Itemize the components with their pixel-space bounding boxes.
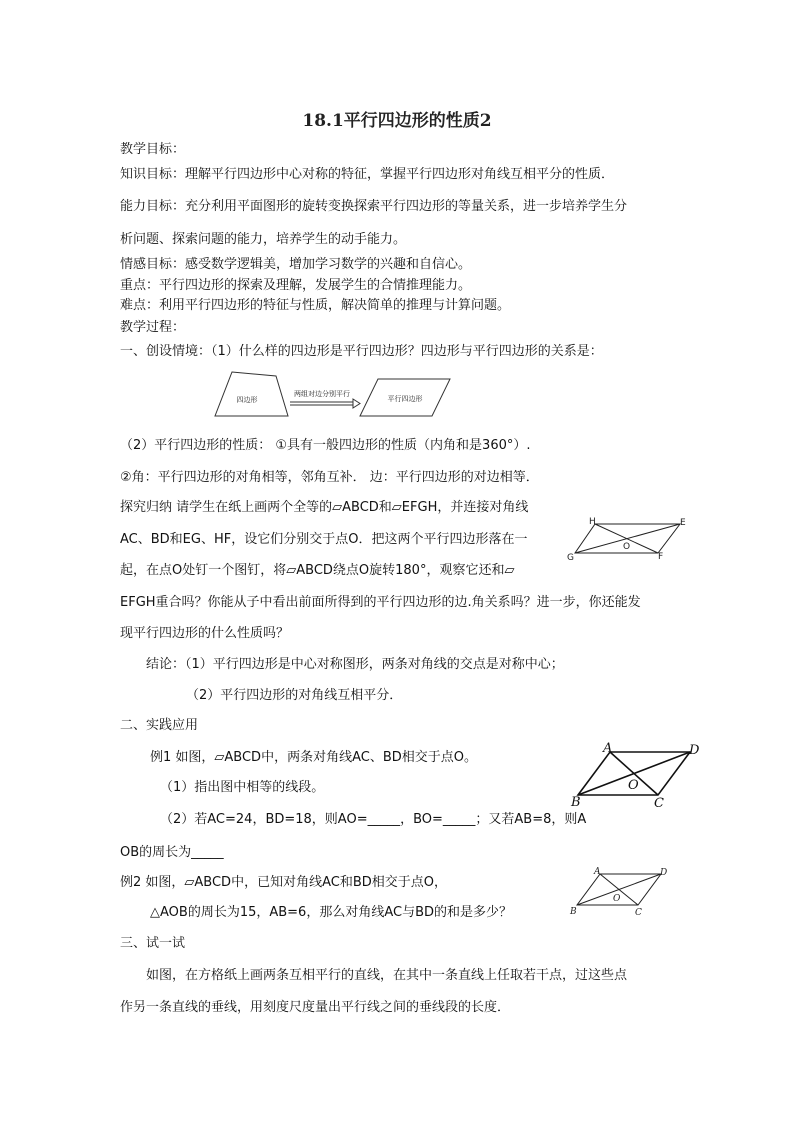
parallelogram-label: 平行四边形 [387,395,423,403]
property-intro: （2）平行四边形的性质： ①具有一般四边形的性质（内角和是360°）. [120,438,531,453]
example-2-question: △AOB的周长为15，AB=6，那么对角线AC与BD的和是多少？ [150,905,513,920]
explore-line-4: EFGH重合吗？你能从子中看出前面所得到的平行四边形的边.角关系吗？进一步，你还能发 [120,595,641,610]
quadrilateral-label: 四边形 [236,396,258,404]
process-heading: 教学过程： [120,320,186,335]
arrow-label: 两组对边分别平行 [294,390,350,398]
example-1: 例1 如图，▱ABCD中，两条对角线AC、BD相交于点O。 [150,750,477,765]
ex1-label-O: O [628,778,639,793]
key-point: 重点：平行四边形的探索及理解，发展学生的合情推理能力。 [120,278,472,293]
quadrilateral-flow-diagram [210,370,460,422]
ex1-label-C: C [654,796,664,811]
ex1-label-B: B [571,795,581,810]
ex1-label-D: D [689,743,700,758]
knowledge-goal: 知识目标：理解平行四边形中心对称的特征，掌握平行四边形对角线互相平分的性质． [120,167,615,182]
emotion-goal: 情感目标：感受数学逻辑美，增加学习数学的兴趣和自信心。 [120,257,472,272]
example-1-figure [570,740,705,810]
example-2-figure [565,862,675,920]
explore-line-5: 现平行四边形的什么性质吗？ [120,626,290,641]
label-F: F [658,552,664,562]
property-angles-sides: ②角：平行四边形的对角相等，邻角互补． 边：平行四边形的对边相等． [120,470,539,485]
section-2-heading: 二、实践应用 [120,718,199,733]
explore-line-2: AC、BD和EG、HF，设它们分别交于点O．把这两个平行四边形落在一 [120,532,528,547]
ex1-label-A: A [603,741,613,756]
ex2-label-O: O [613,894,621,904]
quadrilateral-shape [215,372,288,416]
example-1-q2-cont: OB的周长为_____ [120,845,224,860]
section-3-heading: 三、试一试 [120,936,186,951]
example-1-q1: （1）指出图中相等的线段。 [160,780,325,795]
ex2-label-A: A [594,867,601,877]
conclusion-1: 结论：（1）平行四边形是中心对称图形，两条对角线的交点是对称中心； [146,657,564,672]
label-E: E [680,518,686,528]
example-1-q2: （2）若AC=24，BD=18，则AO=_____，BO=_____；又若AB=8，则A [160,812,587,827]
ability-goal: 能力目标：充分利用平面图形的旋转变换探索平行四边形的等量关系，进一步培养学生分 [120,199,628,214]
example-2: 例2 如图，▱ABCD中，已知对角线AC和BD相交于点O， [120,875,447,890]
label-H: H [589,517,596,527]
page-title: 18.1平行四边形的性质2 [302,111,492,131]
teaching-goals-heading: 教学目标： [120,142,186,157]
arrow-head [353,399,360,408]
label-O: O [623,542,631,552]
explore-line-3: 起，在点O处钉一个图钉，将▱ABCD绕点O旋转180°，观察它还和▱ [120,563,515,578]
try-it-line-1: 如图，在方格纸上画两条互相平行的直线，在其中一条直线上任取若干点，过这些点 [146,968,628,983]
explore-line-1: 探究归纳 请学生在纸上画两个全等的▱ABCD和▱EFGH，并连接对角线 [120,500,529,515]
efgh-figure [565,515,690,563]
ex2-label-C: C [635,908,642,918]
ex2-label-D: D [660,868,668,878]
difficult-point: 难点：利用平行四边形的特征与性质，解决简单的推理与计算问题。 [120,298,511,313]
section-1-intro: 一、创设情境：（1）什么样的四边形是平行四边形？四边形与平行四边形的关系是： [120,344,603,359]
conclusion-2: （2）平行四边形的对角线互相平分． [186,688,403,703]
try-it-line-2: 作另一条直线的垂线，用刻度尺度量出平行线之间的垂线段的长度． [120,1000,511,1015]
ability-goal-cont: 析问题、探索问题的能力，培养学生的动手能力。 [120,232,407,247]
ex2-label-B: B [570,907,577,917]
label-G: G [567,553,574,563]
